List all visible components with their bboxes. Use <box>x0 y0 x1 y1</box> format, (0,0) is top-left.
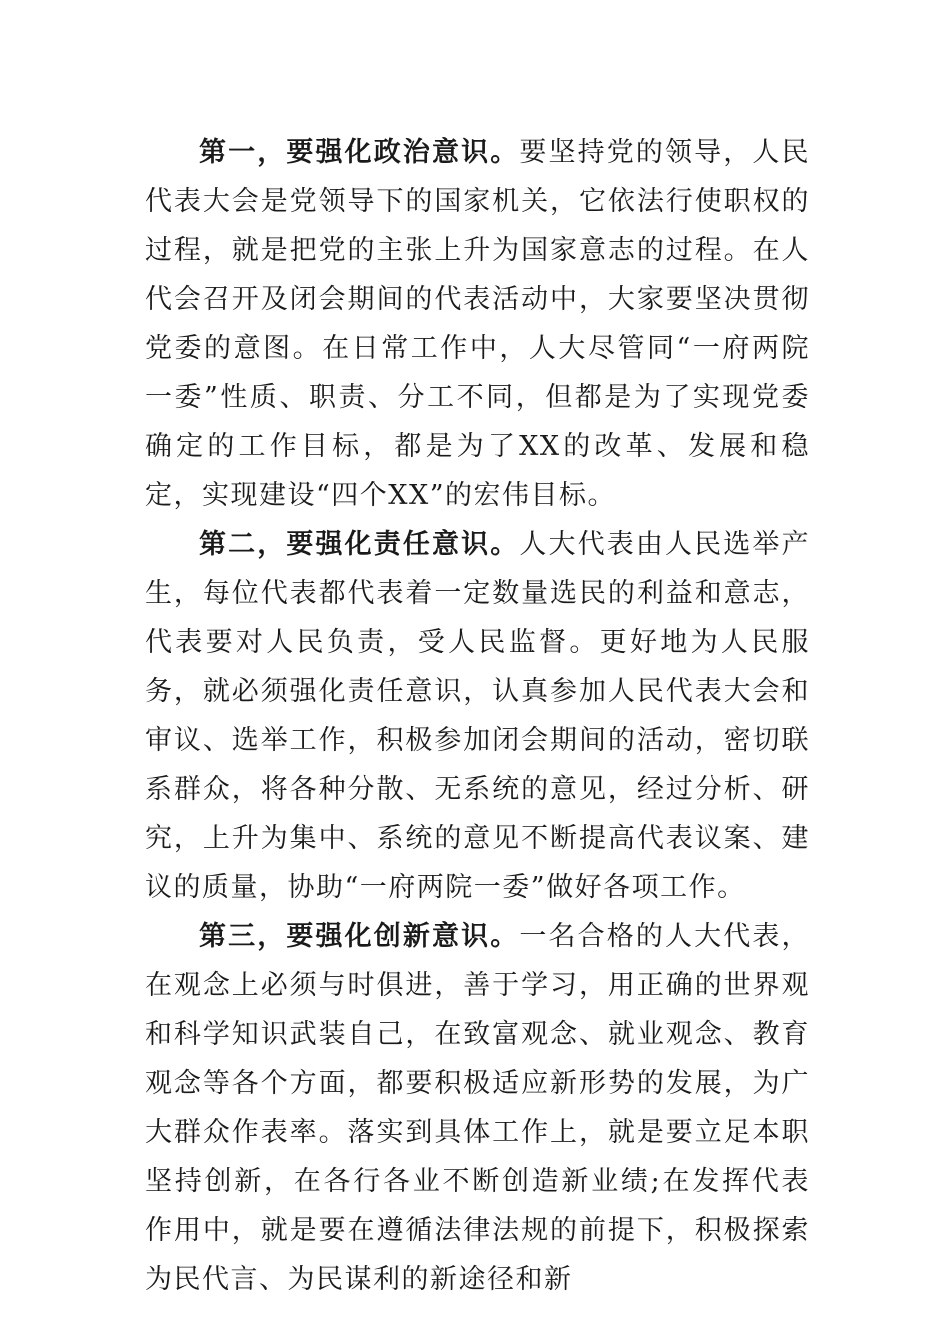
paragraph-responsibility-awareness <box>145 520 810 912</box>
paragraph-text: 要坚持党的领导，人民代表大会是党领导下的国家机关，它依法行使职权的过程，就是把党的主张上升为国家意志的过程。在人代会召开及闭会期间的代表活动中，大家要坚决贯彻党委的意图。在日常工作中，人大尽管同“一府两院一委”性质、职责、分工不同，但都是为了实现党委确定的工作目标，都是为了XX的改革、发展和稳定，实现建设“四个XX”的宏伟目标。 <box>145 137 810 511</box>
paragraph-heading: 第三，要强化创新意识。 <box>199 921 520 952</box>
paragraph-innovation-awareness <box>145 912 810 1304</box>
paragraph-text: 一名合格的人大代表，在观念上必须与时俱进，善于学习，用正确的世界观和科学知识武装自己，在致富观念、就业观念、教育观念等各个方面，都要积极适应新形势的发展，为广大群众作表率。落实到具体工作上，就是要立足本职坚持创新，在各行各业不断创造新业绩;在发挥代表作用中，就是要在遵循法律法规的前提下，积极探索为民代言、为民谋利的新途径和新 <box>145 921 810 1295</box>
paragraph-heading: 第二，要强化责任意识。 <box>199 529 520 560</box>
document-body <box>145 128 810 1304</box>
paragraph-heading: 第一，要强化政治意识。 <box>199 137 520 168</box>
paragraph-text: 人大代表由人民选举产生，每位代表都代表着一定数量选民的利益和意志，代表要对人民负责，受人民监督。更好地为人民服务，就必须强化责任意识，认真参加人民代表大会和审议、选举工作，积极参加闭会期间的活动，密切联系群众，将各种分散、无系统的意见，经过分析、研究，上升为集中、系统的意见不断提高代表议案、建议的质量，协助“一府两院一委”做好各项工作。 <box>145 529 810 903</box>
paragraph-political-awareness <box>145 128 810 520</box>
